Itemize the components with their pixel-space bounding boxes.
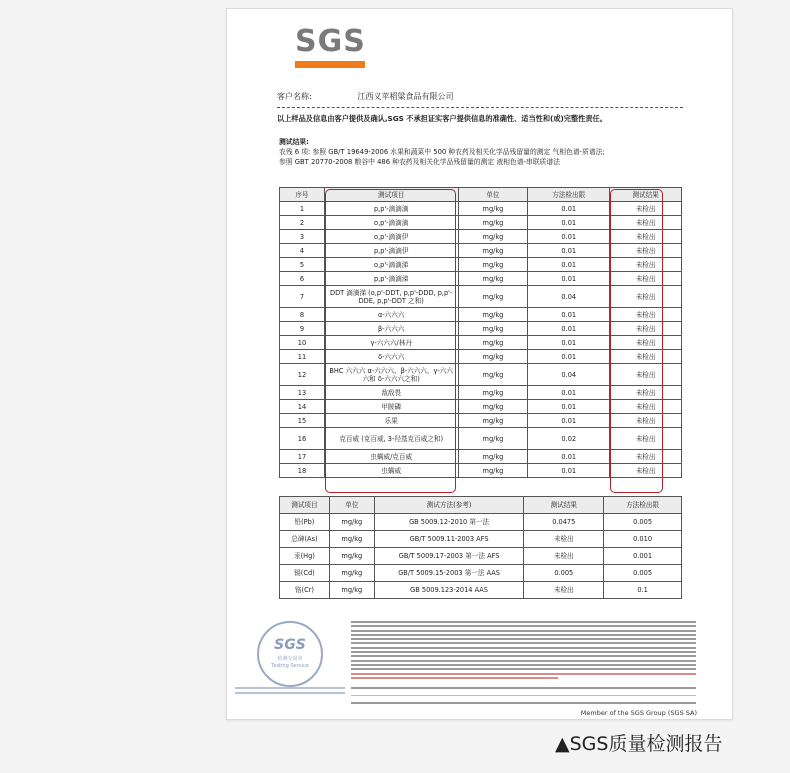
legal-text-line (351, 677, 558, 679)
table-cell-result: 未检出 (610, 386, 682, 400)
table-cell-method: GB/T 5009.11-2003 AFS (374, 531, 524, 548)
table-row (280, 230, 682, 244)
col-header: 单位 (458, 188, 528, 202)
table-cell-mdl: 0.01 (528, 272, 610, 286)
sgs-stamp (257, 621, 323, 687)
table-cell-unit: mg/kg (458, 464, 528, 478)
table-cell-unit: mg/kg (458, 308, 528, 322)
table-cell-mdl: 0.01 (528, 386, 610, 400)
disclaimer-text: 以上样品及信息由客户提供及确认,SGS 不承担证实客户提供信息的准确性、适当性和(或)完整性责任。 (277, 114, 607, 123)
legal-text-line (351, 630, 696, 632)
table-cell-mdl: 0.01 (528, 464, 610, 478)
table-cell-unit: mg/kg (458, 386, 528, 400)
table-cell-no: 10 (280, 336, 325, 350)
table-cell-no: 9 (280, 322, 325, 336)
table-cell-no: 14 (280, 400, 325, 414)
report-caption: ▲SGS质量检测报告 (555, 733, 723, 755)
table-cell-mdl: 0.01 (528, 244, 610, 258)
table-row (280, 582, 682, 599)
table-cell-no: 5 (280, 258, 325, 272)
table-cell-unit: mg/kg (458, 364, 528, 386)
table-cell-unit: mg/kg (458, 322, 528, 336)
table-row (280, 322, 682, 336)
table-cell-item: 镉(Cd) (280, 565, 330, 582)
table-cell-mdl: 0.01 (528, 216, 610, 230)
table-cell-result: 未检出 (610, 272, 682, 286)
table-row (280, 272, 682, 286)
table-cell-item: BHC 六六六 α-六六六、β-六六六、γ-六六六和 δ-六六六之和) (324, 364, 458, 386)
table-row (280, 531, 682, 548)
table-cell-result: 未检出 (610, 322, 682, 336)
address-line-cn (351, 699, 696, 707)
sgs-logo-bar (295, 61, 365, 68)
table-cell-mdl: 0.01 (528, 400, 610, 414)
table-cell-item: p,p'-滴滴滴 (324, 202, 458, 216)
table-cell-unit: mg/kg (458, 350, 528, 364)
table-row (280, 565, 682, 582)
table-cell-no: 11 (280, 350, 325, 364)
sgs-logo-text: SGS (295, 24, 366, 59)
table-cell-no: 6 (280, 272, 325, 286)
table-row (280, 386, 682, 400)
table-cell-unit: mg/kg (458, 230, 528, 244)
table-row (280, 514, 682, 531)
table-cell-unit: mg/kg (329, 514, 374, 531)
table-cell-no: 7 (280, 286, 325, 308)
table-cell-mdl: 0.01 (528, 202, 610, 216)
table-cell-result: 未检出 (610, 202, 682, 216)
table-row (280, 400, 682, 414)
table-cell-method: GB 5009.12-2010 第一法 (374, 514, 524, 531)
table-cell-mdl: 0.001 (604, 548, 682, 565)
table-cell-result: 未检出 (524, 531, 604, 548)
table-cell-unit: mg/kg (329, 531, 374, 548)
table-row (280, 428, 682, 450)
heavy-metal-table-header (280, 497, 682, 514)
table-cell-item: 虫螨威/克百威 (324, 450, 458, 464)
table-cell-item: 乐果 (324, 414, 458, 428)
table-cell-unit: mg/kg (458, 258, 528, 272)
table-cell-item: 甲胺磷 (324, 400, 458, 414)
table-cell-no: 16 (280, 428, 325, 450)
legal-text-line (351, 647, 696, 649)
table-cell-item: DDT 滴滴涕 (o,p'-DDT, p,p'-DDD, p,p'-DDE, p,p'-DDT 之和) (324, 286, 458, 308)
table-cell-method: GB/T 5009.15-2003 第一法 AAS (374, 565, 524, 582)
table-cell-result: 未检出 (610, 258, 682, 272)
report-sheet (226, 8, 733, 720)
client-label: 客户名称: (277, 92, 312, 101)
col-header: 单位 (329, 497, 374, 514)
table-cell-unit: mg/kg (458, 216, 528, 230)
table-cell-no: 15 (280, 414, 325, 428)
client-name: 江西义苹稻粱食品有限公司 (357, 92, 454, 101)
legal-text-line (351, 625, 696, 627)
col-header: 方法检出限 (528, 188, 610, 202)
table-cell-unit: mg/kg (458, 414, 528, 428)
table-row (280, 244, 682, 258)
table-row (280, 286, 682, 308)
results-line: 农残 6 项: 参照 GB/T 19649-2006 水果和蔬菜中 500 种农药及相关化学品残留量的测定 气相色谱-质谱法; (279, 148, 605, 156)
table-cell-result: 0.0475 (524, 514, 604, 531)
table-cell-no: 2 (280, 216, 325, 230)
table-cell-unit: mg/kg (458, 428, 528, 450)
table-row (280, 350, 682, 364)
table-cell-mdl: 0.01 (528, 230, 610, 244)
table-cell-result: 未检出 (610, 400, 682, 414)
table-row (280, 216, 682, 230)
stamp-text: Testing Service (271, 663, 309, 669)
table-cell-result: 未检出 (610, 336, 682, 350)
table-row (280, 548, 682, 565)
table-cell-mdl: 0.010 (604, 531, 682, 548)
table-cell-no: 18 (280, 464, 325, 478)
table-cell-no: 1 (280, 202, 325, 216)
address-divider (351, 695, 696, 696)
col-header: 方法检出限 (604, 497, 682, 514)
table-cell-unit: mg/kg (458, 272, 528, 286)
table-cell-item: β-六六六 (324, 322, 458, 336)
table-cell-no: 13 (280, 386, 325, 400)
pesticide-table-header (280, 188, 682, 202)
table-cell-result: 未检出 (610, 244, 682, 258)
table-cell-unit: mg/kg (458, 244, 528, 258)
table-cell-mdl: 0.01 (528, 322, 610, 336)
table-cell-method: GB 5009.123-2014 AAS (374, 582, 524, 599)
table-row (280, 202, 682, 216)
stamp-logo: SGS (274, 637, 306, 653)
table-cell-item: 总砷(As) (280, 531, 330, 548)
table-cell-item: 铅(Pb) (280, 514, 330, 531)
table-row (280, 258, 682, 272)
legal-text-line (351, 642, 696, 644)
table-cell-result: 未检出 (610, 286, 682, 308)
dashed-divider (277, 107, 683, 108)
table-cell-item: o,p'-滴滴涕 (324, 258, 458, 272)
legal-text-line (351, 638, 696, 640)
table-cell-method: GB/T 5009.17-2003 第一法 AFS (374, 548, 524, 565)
table-cell-result: 0.005 (524, 565, 604, 582)
table-cell-unit: mg/kg (458, 286, 528, 308)
table-cell-mdl: 0.01 (528, 308, 610, 322)
table-cell-item: 克百威 (克百威, 3-羟基克百威之和) (324, 428, 458, 450)
legal-text-line (351, 660, 696, 662)
table-cell-result: 未检出 (524, 548, 604, 565)
table-cell-result: 未检出 (610, 308, 682, 322)
table-cell-mdl: 0.01 (528, 350, 610, 364)
col-header: 序号 (280, 188, 325, 202)
table-cell-item: 虫螨威 (324, 464, 458, 478)
table-cell-no: 17 (280, 450, 325, 464)
address-line-en (351, 684, 696, 692)
table-cell-result: 未检出 (610, 230, 682, 244)
table-cell-result: 未检出 (610, 428, 682, 450)
table-row (280, 364, 682, 386)
table-cell-no: 4 (280, 244, 325, 258)
table-cell-item: o,p'-滴滴伊 (324, 230, 458, 244)
legal-text-line (351, 664, 696, 666)
table-cell-unit: mg/kg (329, 565, 374, 582)
table-cell-item: o,p'-滴滴滴 (324, 216, 458, 230)
table-cell-mdl: 0.01 (528, 258, 610, 272)
table-cell-item: γ-六六六/林丹 (324, 336, 458, 350)
table-cell-no: 8 (280, 308, 325, 322)
stamp-text: 检测专用章 (277, 656, 303, 662)
legal-text-line (351, 673, 696, 675)
stamp-caption-lines (235, 687, 345, 701)
table-cell-mdl: 0.1 (604, 582, 682, 599)
table-cell-mdl: 0.01 (528, 414, 610, 428)
table-row (280, 450, 682, 464)
table-cell-mdl: 0.01 (528, 336, 610, 350)
table-cell-no: 3 (280, 230, 325, 244)
table-cell-mdl: 0.02 (528, 428, 610, 450)
member-line: Member of the SGS Group (SGS SA) (580, 709, 697, 717)
table-cell-mdl: 0.04 (528, 286, 610, 308)
table-row (280, 414, 682, 428)
table-cell-unit: mg/kg (329, 548, 374, 565)
client-row (277, 91, 697, 102)
sgs-logo (295, 25, 365, 73)
table-row (280, 464, 682, 478)
table-cell-item: 敌敌畏 (324, 386, 458, 400)
table-cell-mdl: 0.04 (528, 364, 610, 386)
table-cell-result: 未检出 (610, 464, 682, 478)
table-cell-no: 12 (280, 364, 325, 386)
legal-notice (351, 621, 696, 681)
table-cell-item: 汞(Hg) (280, 548, 330, 565)
table-cell-mdl: 0.005 (604, 565, 682, 582)
table-cell-item: α-六六六 (324, 308, 458, 322)
table-cell-mdl: 0.005 (604, 514, 682, 531)
table-cell-unit: mg/kg (458, 202, 528, 216)
table-cell-unit: mg/kg (458, 336, 528, 350)
table-row (280, 308, 682, 322)
col-header: 测试方法(参考) (374, 497, 524, 514)
table-cell-result: 未检出 (610, 216, 682, 230)
table-cell-item: 铬(Cr) (280, 582, 330, 599)
table-cell-item: δ-六六六 (324, 350, 458, 364)
table-cell-unit: mg/kg (458, 450, 528, 464)
table-cell-unit: mg/kg (329, 582, 374, 599)
table-cell-result: 未检出 (610, 350, 682, 364)
pesticide-table (279, 187, 682, 478)
results-description (279, 137, 699, 167)
table-cell-result: 未检出 (610, 414, 682, 428)
col-header: 测试结果 (610, 188, 682, 202)
table-cell-item: p,p'-滴滴伊 (324, 244, 458, 258)
table-cell-result: 未检出 (524, 582, 604, 599)
legal-text-line (351, 668, 696, 670)
col-header: 测试项目 (324, 188, 458, 202)
table-row (280, 336, 682, 350)
legal-text-line (351, 651, 696, 653)
results-line: 参照 GBT 20770-2008 粮谷中 486 种农药及相关化学品残留量的测定 液相色谱-串联质谱法 (279, 158, 560, 166)
table-cell-mdl: 0.01 (528, 450, 610, 464)
table-cell-result: 未检出 (610, 364, 682, 386)
table-cell-item: p,p'-滴滴涕 (324, 272, 458, 286)
legal-text-line (351, 655, 696, 657)
col-header: 测试结果 (524, 497, 604, 514)
results-header: 测试结果: (279, 138, 309, 146)
table-cell-result: 未检出 (610, 450, 682, 464)
col-header: 测试项目 (280, 497, 330, 514)
legal-text-line (351, 634, 696, 636)
table-cell-unit: mg/kg (458, 400, 528, 414)
legal-text-line (351, 621, 696, 623)
heavy-metal-table (279, 496, 682, 599)
